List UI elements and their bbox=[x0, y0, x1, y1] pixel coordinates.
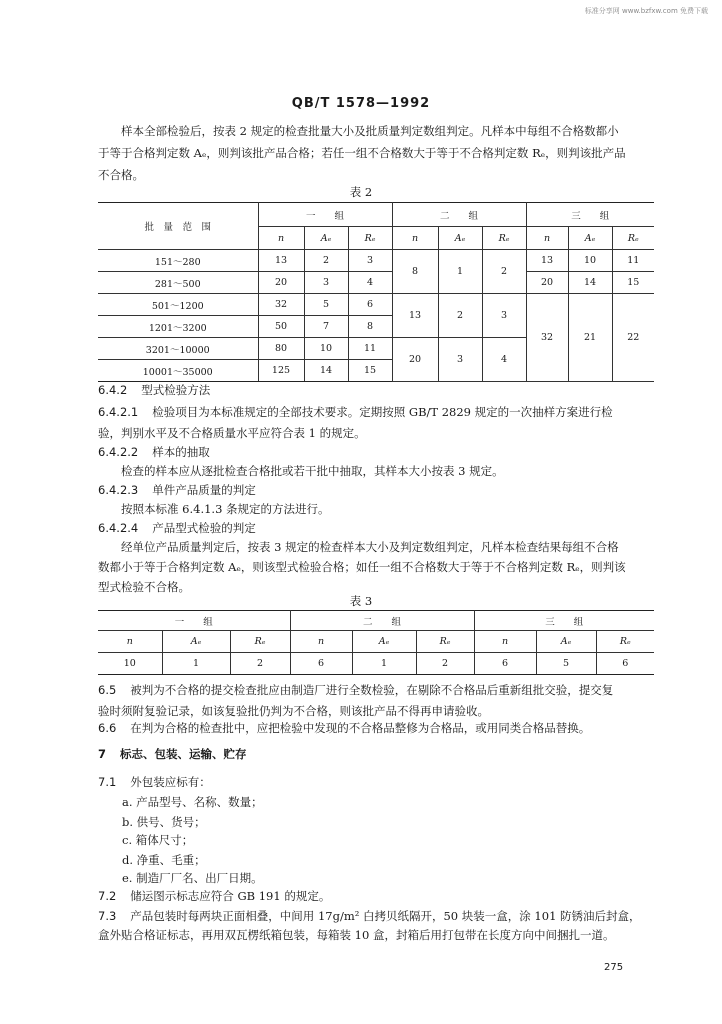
sub-header-re: Rₑ bbox=[230, 631, 290, 653]
sub-header-ac: Aₑ bbox=[352, 631, 416, 653]
section-number: 6.4.2.3 bbox=[98, 483, 139, 497]
table-cell: 3 bbox=[304, 272, 348, 294]
table-cell: 10001～35000 bbox=[98, 360, 258, 382]
group-1-header: 一 组 bbox=[258, 203, 392, 227]
sub-header-ac: Aₑ bbox=[568, 227, 612, 250]
paragraph-line: 按照本标准 6.4.1.3 条规定的方法进行。 bbox=[121, 502, 330, 516]
table-cell: 151～280 bbox=[98, 250, 258, 272]
table-cell: 3 bbox=[482, 294, 526, 338]
standard-header: QB/T 1578—1992 bbox=[291, 96, 431, 111]
table-cell: 13 bbox=[526, 250, 568, 272]
table-cell: 1201～3200 bbox=[98, 316, 258, 338]
section-number: 7.2 bbox=[98, 889, 117, 903]
table-cell: 6 bbox=[596, 653, 654, 675]
table-cell: 281～500 bbox=[98, 272, 258, 294]
table-cell: 10 bbox=[568, 250, 612, 272]
table-cell: 15 bbox=[348, 360, 392, 382]
section-6-4-2-2 bbox=[98, 442, 210, 462]
sub-header-ac: Aₑ bbox=[162, 631, 230, 653]
intro-line-2: 于等于合格判定数 Aₑ，则判该批产品合格；若任一组不合格数大于等于不合格判定数 Rₑ，则判该批产品 bbox=[98, 146, 626, 160]
table-2 bbox=[98, 202, 654, 382]
sub-header-re: Rₑ bbox=[482, 227, 526, 250]
section-number: 6.5 bbox=[98, 683, 117, 697]
sub-header-n: n bbox=[258, 227, 304, 250]
table-cell: 13 bbox=[258, 250, 304, 272]
list-item: c. 箱体尺寸； bbox=[122, 833, 194, 847]
table-cell: 11 bbox=[612, 250, 654, 272]
section-6-5 bbox=[98, 680, 613, 700]
table3-caption: 表 3 bbox=[349, 594, 373, 608]
table-cell: 15 bbox=[612, 272, 654, 294]
sub-header-ac: Aₑ bbox=[438, 227, 482, 250]
section-number: 7.3 bbox=[98, 909, 117, 923]
table-cell: 11 bbox=[348, 338, 392, 360]
table-cell: 4 bbox=[348, 272, 392, 294]
table-cell: 4 bbox=[482, 338, 526, 382]
group-2-header: 二 组 bbox=[392, 203, 526, 227]
list-item: a. 产品型号、名称、数量； bbox=[122, 795, 263, 809]
table-cell: 32 bbox=[258, 294, 304, 316]
table-cell: 6 bbox=[348, 294, 392, 316]
section-title: 产品型式检验的判定 bbox=[152, 521, 256, 535]
table-cell: 3 bbox=[348, 250, 392, 272]
intro-line-3: 不合格。 bbox=[98, 168, 144, 182]
paragraph-line: 储运图示标志应符合 GB 191 的规定。 bbox=[130, 889, 331, 903]
section-number: 6.4.2.2 bbox=[98, 445, 139, 459]
paragraph-line: 产品包装时每两块正面相叠，中间用 17g/m² 白拷贝纸隔开，50 块装一盒，涂 101 防锈油后封盒， bbox=[130, 909, 641, 923]
table2-caption: 表 2 bbox=[349, 185, 373, 199]
paragraph-line: 在判为合格的检查批中，应把检验中发现的不合格品整修为合格品，或用同类合格品替换。 bbox=[130, 721, 591, 735]
sub-header-re: Rₑ bbox=[416, 631, 474, 653]
section-6-4-2-1 bbox=[98, 402, 613, 422]
table-cell: 2 bbox=[438, 294, 482, 338]
section-7-3 bbox=[98, 906, 641, 926]
list-item: e. 制造厂厂名、出厂日期。 bbox=[122, 871, 263, 885]
section-6-6 bbox=[98, 718, 590, 738]
table-cell: 1 bbox=[352, 653, 416, 675]
range-header: 批 量 范 围 bbox=[98, 203, 258, 250]
section-number: 6.4.2.1 bbox=[98, 405, 139, 419]
sub-header-ac: Aₑ bbox=[304, 227, 348, 250]
paragraph-line: 检验项目为本标准规定的全部技术要求。定期按照 GB/T 2829 规定的一次抽样方案进行检 bbox=[152, 405, 613, 419]
list-item: b. 供号、货号； bbox=[122, 815, 206, 829]
section-title: 外包装应标有： bbox=[130, 775, 211, 789]
watermark: 标准分享网 www.bzfxw.com 免费下载 bbox=[584, 7, 708, 15]
table-cell: 8 bbox=[392, 250, 438, 294]
section-6-4-2-4 bbox=[98, 518, 256, 538]
table-cell: 14 bbox=[304, 360, 348, 382]
table-cell: 22 bbox=[612, 294, 654, 382]
section-number: 7.1 bbox=[98, 775, 117, 789]
sub-header-n: n bbox=[474, 631, 536, 653]
sub-header-n: n bbox=[290, 631, 352, 653]
section-number: 6.6 bbox=[98, 721, 117, 735]
table-cell: 14 bbox=[568, 272, 612, 294]
table-cell: 13 bbox=[392, 294, 438, 338]
group-2-header: 二 组 bbox=[290, 611, 474, 631]
table-cell: 2 bbox=[304, 250, 348, 272]
paragraph-line: 型式检验不合格。 bbox=[98, 580, 190, 594]
paragraph-line: 被判为不合格的提交检查批应由制造厂进行全数检验，在剔除不合格品后重新组批交验，提交复 bbox=[130, 683, 614, 697]
section-7-2 bbox=[98, 886, 330, 906]
table-cell: 1 bbox=[438, 250, 482, 294]
table-cell: 10 bbox=[98, 653, 162, 675]
section-number: 7 bbox=[98, 747, 107, 761]
table-cell: 10 bbox=[304, 338, 348, 360]
sub-header-n: n bbox=[392, 227, 438, 250]
section-6-4-2 bbox=[98, 380, 210, 400]
table-cell: 5 bbox=[304, 294, 348, 316]
sub-header-n: n bbox=[98, 631, 162, 653]
table-cell: 32 bbox=[526, 294, 568, 382]
group-3-header: 三 组 bbox=[474, 611, 654, 631]
section-title: 单件产品质量的判定 bbox=[152, 483, 256, 497]
table-cell: 6 bbox=[290, 653, 352, 675]
paragraph-line: 检查的样本应从逐批检查合格批或若干批中抽取，其样本大小按表 3 规定。 bbox=[121, 464, 504, 478]
sub-header-ac: Aₑ bbox=[536, 631, 596, 653]
paragraph-line: 验时须附复验记录，如该复验批仍判为不合格，则该批产品不得再申请验收。 bbox=[98, 704, 489, 718]
section-7 bbox=[98, 744, 247, 764]
table-cell: 7 bbox=[304, 316, 348, 338]
group-1-header: 一 组 bbox=[98, 611, 290, 631]
table-cell: 20 bbox=[526, 272, 568, 294]
table-3 bbox=[98, 610, 654, 675]
intro-line-1: 样本全部检验后，按表 2 规定的检查批量大小及批质量判定数组判定。凡样本中每组不合格数都小 bbox=[121, 124, 619, 138]
section-title: 型式检验方法 bbox=[141, 383, 211, 397]
sub-header-re: Rₑ bbox=[348, 227, 392, 250]
table-cell: 3 bbox=[438, 338, 482, 382]
sub-header-re: Rₑ bbox=[596, 631, 654, 653]
table-cell: 21 bbox=[568, 294, 612, 382]
table-cell: 2 bbox=[482, 250, 526, 294]
section-number: 6.4.2.4 bbox=[98, 521, 139, 535]
table-cell: 6 bbox=[474, 653, 536, 675]
table-cell: 2 bbox=[230, 653, 290, 675]
table-cell: 20 bbox=[392, 338, 438, 382]
sub-header-n: n bbox=[526, 227, 568, 250]
list-item: d. 净重、毛重； bbox=[122, 853, 206, 867]
table-cell: 2 bbox=[416, 653, 474, 675]
section-7-1 bbox=[98, 772, 211, 792]
table-cell: 3201～10000 bbox=[98, 338, 258, 360]
table-cell: 80 bbox=[258, 338, 304, 360]
table-cell: 1 bbox=[162, 653, 230, 675]
paragraph-line: 验，判别水平及不合格质量水平应符合表 1 的规定。 bbox=[98, 426, 366, 440]
group-3-header: 三 组 bbox=[526, 203, 654, 227]
paragraph-line: 经单位产品质量判定后，按表 3 规定的检查样本大小及判定数组判定，凡样本检查结果每组不合格 bbox=[121, 540, 619, 554]
page-number: 275 bbox=[604, 962, 624, 973]
table-cell: 5 bbox=[536, 653, 596, 675]
sub-header-re: Rₑ bbox=[612, 227, 654, 250]
table-cell: 20 bbox=[258, 272, 304, 294]
paragraph-line: 数都小于等于合格判定数 Aₑ，则该型式检验合格；如任一组不合格数大于等于不合格判定数 Rₑ，则判该 bbox=[98, 560, 626, 574]
paragraph-line: 盒外贴合格证标志，再用双瓦楞纸箱包装，每箱装 10 盒，封箱后用打包带在长度方向中间捆扎一道。 bbox=[98, 928, 615, 942]
section-number: 6.4.2 bbox=[98, 383, 128, 397]
table-cell: 8 bbox=[348, 316, 392, 338]
section-title: 样本的抽取 bbox=[152, 445, 210, 459]
section-6-4-2-3 bbox=[98, 480, 256, 500]
table-cell: 125 bbox=[258, 360, 304, 382]
table-cell: 50 bbox=[258, 316, 304, 338]
section-title: 标志、包装、运输、贮存 bbox=[120, 747, 247, 761]
table-cell: 501～1200 bbox=[98, 294, 258, 316]
